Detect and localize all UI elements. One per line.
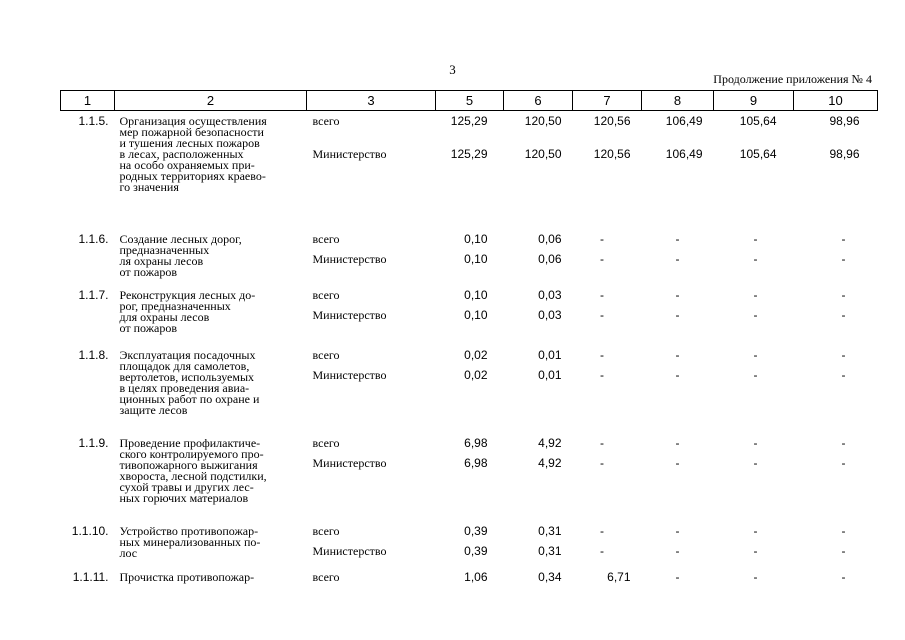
value: 120,56: [593, 147, 631, 161]
funding-source-cell: [307, 111, 436, 229]
column-header: 1: [61, 91, 115, 111]
value-cell: [436, 229, 504, 285]
value: -: [675, 569, 680, 584]
value-cell: [436, 285, 504, 345]
value: -: [600, 287, 604, 302]
value: -: [600, 455, 604, 470]
value: -: [841, 569, 846, 584]
funding-source: Министерство: [312, 147, 387, 161]
value: -: [753, 347, 758, 362]
value: -: [841, 347, 846, 362]
value: 0,10: [464, 307, 488, 322]
value: -: [675, 523, 680, 538]
measure-name: Создание лесных дорог, предназначенных ля охраны лесов от пожаров: [119, 231, 242, 279]
value-cell: [504, 345, 573, 433]
value: -: [675, 543, 680, 558]
value: 105,64: [739, 114, 777, 128]
column-header: 8: [642, 91, 714, 111]
value-cell: [504, 567, 573, 587]
measure-name-cell: [115, 521, 307, 567]
value-cell: [794, 345, 878, 433]
value: -: [841, 307, 846, 322]
value: -: [841, 251, 846, 266]
value-cell: [714, 521, 794, 567]
value-cell: [794, 521, 878, 567]
value: 0,02: [464, 347, 488, 362]
value-cell: [504, 521, 573, 567]
value-cell: [642, 521, 714, 567]
value-cell: [794, 229, 878, 285]
value: 0,06: [538, 231, 562, 246]
measure-name: Прочистка противопожар-: [119, 569, 255, 584]
value-cell: [794, 567, 878, 587]
value: 125,29: [450, 114, 488, 128]
value-cell: [794, 433, 878, 521]
value: 1,06: [464, 569, 488, 584]
value-cell: [436, 521, 504, 567]
value: -: [753, 367, 758, 382]
value-cell: [714, 285, 794, 345]
column-header: 2: [115, 91, 307, 111]
funding-source-cell: [307, 229, 436, 285]
value: -: [841, 455, 846, 470]
value: -: [675, 287, 680, 302]
measure-name-cell: [115, 567, 307, 587]
row-number: 1.1.5.: [78, 114, 109, 128]
value-cell: [714, 345, 794, 433]
value-cell: [436, 111, 504, 229]
value: 120,50: [524, 114, 562, 128]
table-row: [61, 433, 878, 521]
row-number: 1.1.10.: [71, 523, 109, 538]
value-cell: [642, 345, 714, 433]
funding-source: Министерство: [312, 455, 387, 470]
table-row: [61, 229, 878, 285]
funding-source: всего: [312, 523, 340, 538]
table-row: [61, 285, 878, 345]
value-cell: [714, 433, 794, 521]
column-header: 3: [307, 91, 436, 111]
table-row: [61, 567, 878, 587]
row-number: 1.1.9.: [78, 435, 109, 450]
value: 0,10: [464, 231, 488, 246]
measure-name-cell: [115, 111, 307, 229]
value: 105,64: [739, 147, 777, 161]
measure-name-cell: [115, 285, 307, 345]
value: -: [841, 287, 846, 302]
value-cell: [642, 229, 714, 285]
column-header: 6: [504, 91, 573, 111]
value: -: [675, 347, 680, 362]
value: -: [753, 435, 758, 450]
value: -: [753, 455, 758, 470]
row-number: 1.1.8.: [78, 347, 109, 362]
value: -: [753, 569, 758, 584]
value: 0,01: [538, 367, 562, 382]
value: 0,01: [538, 347, 562, 362]
column-header: 9: [714, 91, 794, 111]
value: 4,92: [538, 435, 562, 450]
value: -: [753, 287, 758, 302]
value-cell: [436, 433, 504, 521]
value: -: [675, 307, 680, 322]
column-header: 5: [436, 91, 504, 111]
page-number: 3: [449, 62, 456, 77]
value: 106,49: [665, 147, 703, 161]
funding-source-cell: [307, 433, 436, 521]
value: 0,06: [538, 251, 562, 266]
table-header-row: [61, 91, 878, 111]
value-cell: [714, 111, 794, 229]
value: -: [600, 231, 604, 246]
value: 98,96: [829, 114, 860, 128]
value: 98,96: [829, 147, 860, 161]
value: 0,10: [464, 251, 488, 266]
value: -: [753, 251, 758, 266]
value: 4,92: [538, 455, 562, 470]
value: 0,03: [538, 287, 562, 302]
value-cell: [573, 111, 642, 229]
value: -: [841, 367, 846, 382]
funding-source: Министерство: [312, 251, 387, 266]
value: 0,31: [538, 523, 562, 538]
value: 125,29: [450, 147, 488, 161]
value: -: [841, 231, 846, 246]
value-cell: [436, 345, 504, 433]
value-cell: [573, 229, 642, 285]
value: 0,39: [464, 523, 488, 538]
value: -: [600, 523, 604, 538]
funding-source-cell: [307, 345, 436, 433]
column-header: 10: [794, 91, 878, 111]
value: 0,10: [464, 287, 488, 302]
value: -: [841, 435, 846, 450]
value: 6,98: [464, 435, 488, 450]
value-cell: [642, 285, 714, 345]
value: 0,34: [538, 569, 562, 584]
value: -: [841, 543, 846, 558]
measure-name: Проведение профилактиче- ского контролируемого про- тивопожарного выжигания хвороста, лесной подстилки, сухой травы и других лес- ных горючих материалов: [119, 435, 267, 505]
value: -: [675, 367, 680, 382]
column-header: 7: [573, 91, 642, 111]
funding-source: Министерство: [312, 543, 387, 558]
measure-name: Устройство противопожар- ных минерализованных по- лос: [119, 523, 261, 560]
value-cell: [504, 111, 573, 229]
value: -: [753, 523, 758, 538]
value-cell: [573, 345, 642, 433]
row-number: 1.1.6.: [78, 231, 109, 246]
value-cell: [642, 111, 714, 229]
value: 120,50: [524, 147, 562, 161]
table-row: [61, 345, 878, 433]
value-cell: [573, 567, 642, 587]
value: 6,98: [464, 455, 488, 470]
value: -: [753, 307, 758, 322]
value-cell: [573, 521, 642, 567]
value-cell: [642, 433, 714, 521]
value-cell: [573, 285, 642, 345]
row-number: 1.1.11.: [72, 569, 109, 584]
measure-name: Организация осуществления мер пожарной безопасности и тушения лесных пожаров в лесах, расположенных на особо охраняемых при- родных территориях краево- го значения: [119, 114, 267, 194]
value: 0,03: [538, 307, 562, 322]
value: 0,39: [464, 543, 488, 558]
table-body: [61, 111, 878, 587]
appendix-table-sheet: [60, 90, 877, 587]
table-row: [61, 521, 878, 567]
value-cell: [714, 567, 794, 587]
value-cell: [504, 229, 573, 285]
table-row: [61, 111, 878, 229]
measure-name: Эксплуатация посадочных площадок для самолетов, вертолетов, используемых в целях проведения авиа- ционных работ по охране и защите лесов: [119, 347, 260, 417]
row-number: 1.1.7.: [78, 287, 109, 302]
value: -: [675, 231, 680, 246]
value-cell: [436, 567, 504, 587]
value: -: [753, 231, 758, 246]
value: -: [600, 307, 604, 322]
value: 0,02: [464, 367, 488, 382]
value-cell: [504, 285, 573, 345]
value: -: [675, 251, 680, 266]
funding-source: Министерство: [312, 307, 387, 322]
measure-name-cell: [115, 345, 307, 433]
funding-source: всего: [312, 347, 340, 362]
measure-name: Реконструкция лесных до- рог, предназначенных для охраны лесов от пожаров: [119, 287, 256, 335]
funding-source-cell: [307, 285, 436, 345]
measure-name-cell: [115, 433, 307, 521]
appendix-table: [60, 90, 878, 587]
value: -: [600, 251, 604, 266]
value: 106,49: [665, 114, 703, 128]
measure-name-cell: [115, 229, 307, 285]
funding-source-cell: [307, 567, 436, 587]
funding-source-cell: [307, 521, 436, 567]
value: -: [600, 435, 604, 450]
value-cell: [714, 229, 794, 285]
value-cell: [504, 433, 573, 521]
funding-source: всего: [312, 287, 340, 302]
funding-source: всего: [312, 569, 340, 584]
value-cell: [794, 111, 878, 229]
value: 6,71: [607, 569, 631, 584]
value: -: [600, 367, 604, 382]
value-cell: [573, 433, 642, 521]
value: 120,56: [593, 114, 631, 128]
value: -: [841, 523, 846, 538]
funding-source: всего: [312, 231, 340, 246]
funding-source: всего: [312, 435, 340, 450]
value: -: [675, 455, 680, 470]
continuation-label: Продолжение приложения № 4: [713, 72, 872, 86]
value-cell: [794, 285, 878, 345]
value: -: [600, 347, 604, 362]
value: 0,31: [538, 543, 562, 558]
value: -: [600, 543, 604, 558]
value: -: [675, 435, 680, 450]
funding-source: Министерство: [312, 367, 387, 382]
funding-source: всего: [312, 114, 340, 128]
value-cell: [642, 567, 714, 587]
value: -: [753, 543, 758, 558]
